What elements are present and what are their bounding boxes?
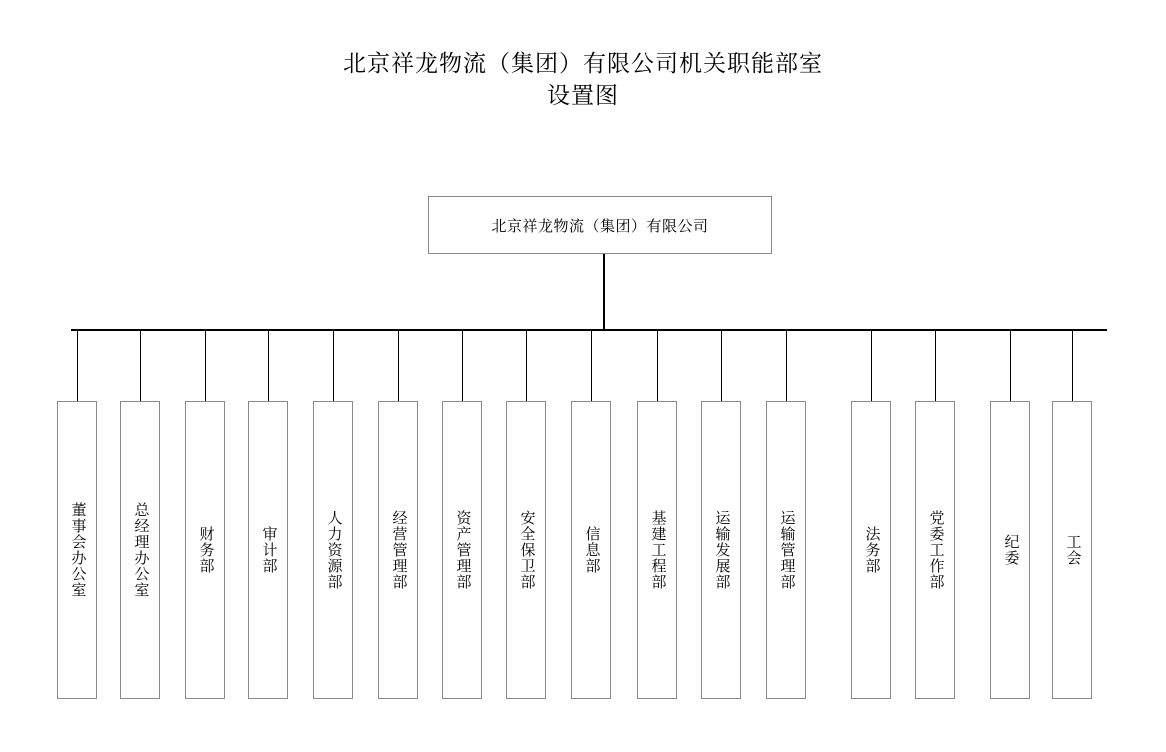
department-label: 资产管理部: [454, 510, 471, 590]
department-node: [915, 401, 955, 699]
connector-drop-line: [721, 330, 722, 402]
page-title-line-2: 设置图: [547, 83, 619, 108]
department-label: 审计部: [260, 526, 277, 574]
department-node: [185, 401, 225, 699]
department-label: 经营管理部: [390, 510, 407, 590]
connector-drop-line: [462, 330, 463, 402]
department-label: 法务部: [863, 526, 880, 574]
connector-drop-line: [871, 330, 872, 402]
department-node: [313, 401, 353, 699]
department-label: 总经理办公室: [132, 502, 149, 598]
department-label: 安全保卫部: [518, 510, 535, 590]
connector-drop-line: [591, 330, 592, 402]
department-node: [851, 401, 891, 699]
connector-drop-line: [1072, 330, 1073, 402]
department-node: [990, 401, 1030, 699]
department-label: 信息部: [583, 526, 600, 574]
department-node: [442, 401, 482, 699]
page-title-line-1: 北京祥龙物流（集团）有限公司机关职能部室: [343, 51, 823, 76]
department-node: [120, 401, 160, 699]
org-root-label: 北京祥龙物流（集团）有限公司: [491, 218, 709, 235]
connector-drop-line: [77, 330, 78, 402]
department-label: 基建工程部: [649, 510, 666, 590]
connector-drop-line: [268, 330, 269, 402]
connector-drop-line: [333, 330, 334, 402]
department-label: 工会: [1064, 534, 1081, 566]
department-node: [378, 401, 418, 699]
department-node: [637, 401, 677, 699]
connector-drop-line: [657, 330, 658, 402]
connector-drop-line: [205, 330, 206, 402]
department-label: 运输发展部: [713, 510, 730, 590]
department-label: 党委工作部: [927, 510, 944, 590]
department-node: [1052, 401, 1092, 699]
department-node: [571, 401, 611, 699]
department-label: 财务部: [197, 526, 214, 574]
department-node: [766, 401, 806, 699]
department-node: [701, 401, 741, 699]
connector-horizontal-bus: [71, 329, 1107, 331]
department-label: 纪委: [1002, 534, 1019, 566]
connector-drop-line: [935, 330, 936, 402]
department-label: 运输管理部: [778, 510, 795, 590]
page-title: [0, 48, 1166, 112]
connector-drop-line: [140, 330, 141, 402]
department-label: 人力资源部: [325, 510, 342, 590]
connector-drop-line: [526, 330, 527, 402]
connector-trunk-vertical: [603, 254, 605, 330]
connector-drop-line: [786, 330, 787, 402]
connector-drop-line: [1010, 330, 1011, 402]
department-node: [506, 401, 546, 699]
department-node: [57, 401, 97, 699]
org-root-node: [428, 196, 772, 254]
department-node: [248, 401, 288, 699]
connector-drop-line: [398, 330, 399, 402]
department-label: 董事会办公室: [69, 502, 86, 598]
